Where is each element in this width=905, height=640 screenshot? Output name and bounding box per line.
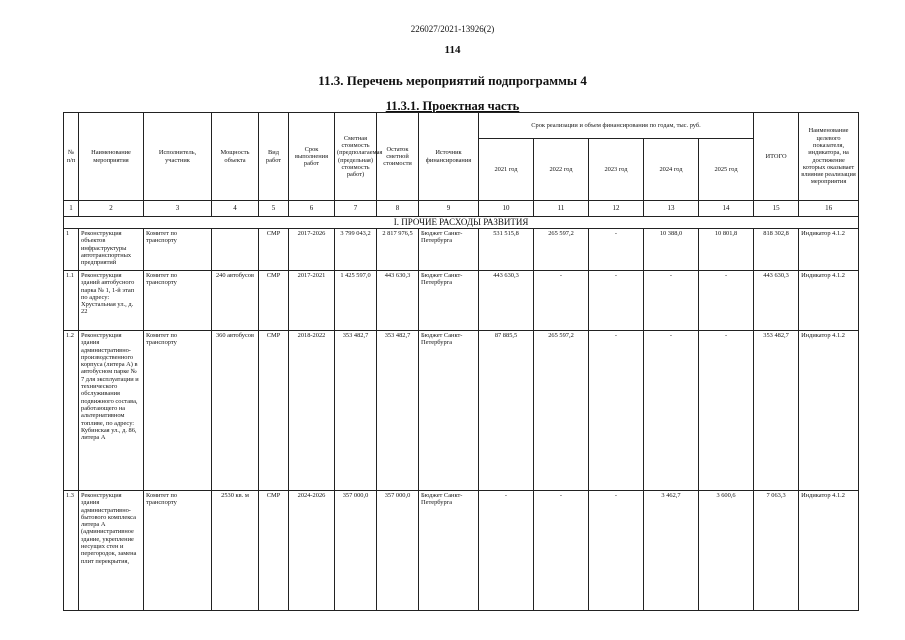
row-2021: -: [479, 491, 534, 611]
row-source: Бюджет Санкт-Петербурга: [419, 271, 479, 331]
row-work: СМР: [259, 491, 289, 611]
header-2025: 2025 год: [699, 139, 754, 201]
table-row: [64, 331, 859, 491]
column-number: 13: [644, 201, 699, 217]
header-total: ИТОГО: [754, 113, 799, 201]
header-remain: Остаток сметной стоимости: [377, 113, 419, 201]
row-term: 2017-2021: [289, 271, 335, 331]
row-power: 2530 кв. м: [212, 491, 259, 611]
column-number: 4: [212, 201, 259, 217]
row-indicator: Индикатор 4.1.2: [799, 229, 859, 271]
row-2023: -: [589, 491, 644, 611]
column-number: 2: [79, 201, 144, 217]
row-2023: -: [589, 271, 644, 331]
column-number-row: [64, 201, 859, 217]
row-2021: 443 630,3: [479, 271, 534, 331]
row-total: 443 630,3: [754, 271, 799, 331]
page-number: 114: [444, 44, 461, 56]
row-remain: 443 630,3: [377, 271, 419, 331]
row-no: 1: [64, 229, 79, 271]
header-source: Источник финансирования: [419, 113, 479, 201]
column-number: 10: [479, 201, 534, 217]
row-no: 1.3: [64, 491, 79, 611]
row-total: 353 482,7: [754, 331, 799, 491]
row-indicator: Индикатор 4.1.2: [799, 271, 859, 331]
header-term: Срок выполнения работ: [289, 113, 335, 201]
row-total: 818 302,8: [754, 229, 799, 271]
row-2024: 3 462,7: [644, 491, 699, 611]
header-cost: Сметная стоимость (предполагаемая (предельная) стоимость работ): [335, 113, 377, 201]
row-2022: -: [534, 491, 589, 611]
row-2024: -: [644, 271, 699, 331]
row-no: 1.1: [64, 271, 79, 331]
header-period: Срок реализации и объем финансирования по годам, тыс. руб.: [479, 113, 754, 139]
row-cost: 3 799 043,2: [335, 229, 377, 271]
row-2021: 531 515,8: [479, 229, 534, 271]
header-indicator: Наименование целевого показателя, индикатора, на достижение которых оказывает влияние реализация мероприятия: [799, 113, 859, 201]
row-2025: -: [699, 271, 754, 331]
row-work: СМР: [259, 271, 289, 331]
row-cost: 1 425 597,0: [335, 271, 377, 331]
row-2022: -: [534, 271, 589, 331]
row-2023: -: [589, 331, 644, 491]
header-name: Наименование мероприятия: [79, 113, 144, 201]
row-name: Реконструкция здания административно-производственного корпуса (литера А) в автобусном парке № 7 для эксплуатации и технического обслуживания подвижного состава, работающего на альтернативном топливе, по адресу: Кубинская ул., д. 86, литера А: [79, 331, 144, 491]
row-executor: Комитет по транспорту: [144, 229, 212, 271]
header-2023: 2023 год: [589, 139, 644, 201]
row-term: 2017-2026: [289, 229, 335, 271]
row-remain: 357 000,0: [377, 491, 419, 611]
row-source: Бюджет Санкт-Петербурга: [419, 491, 479, 611]
document-registration-number: 226027/2021-13926(2): [410, 24, 495, 34]
row-2025: 10 801,8: [699, 229, 754, 271]
header-2021: 2021 год: [479, 139, 534, 201]
row-source: Бюджет Санкт-Петербурга: [419, 229, 479, 271]
column-number: 14: [699, 201, 754, 217]
row-remain: 2 817 976,5: [377, 229, 419, 271]
column-number: 7: [335, 201, 377, 217]
header-executor: Исполнитель, участник: [144, 113, 212, 201]
header-2022: 2022 год: [534, 139, 589, 201]
row-indicator: Индикатор 4.1.2: [799, 491, 859, 611]
row-work: СМР: [259, 229, 289, 271]
row-executor: Комитет по транспорту: [144, 491, 212, 611]
activities-table: [63, 112, 859, 611]
column-number: 8: [377, 201, 419, 217]
row-power: 360 автобусов: [212, 331, 259, 491]
header-2024: 2024 год: [644, 139, 699, 201]
row-source: Бюджет Санкт-Петербурга: [419, 331, 479, 491]
row-name: Реконструкция зданий автобусного парка № 1, 1-й этап по адресу: Хрустальная ул., д. 22: [79, 271, 144, 331]
table-row: [64, 271, 859, 331]
header-no: № п/п: [64, 113, 79, 201]
row-term: 2024-2026: [289, 491, 335, 611]
row-indicator: Индикатор 4.1.2: [799, 331, 859, 491]
row-executor: Комитет по транспорту: [144, 331, 212, 491]
row-cost: 353 482,7: [335, 331, 377, 491]
row-executor: Комитет по транспорту: [144, 271, 212, 331]
section-heading: I. ПРОЧИЕ РАСХОДЫ РАЗВИТИЯ: [64, 217, 859, 229]
column-number: 6: [289, 201, 335, 217]
row-remain: 353 482,7: [377, 331, 419, 491]
row-power: [212, 229, 259, 271]
row-cost: 357 000,0: [335, 491, 377, 611]
row-2025: 3 600,6: [699, 491, 754, 611]
table-row: [64, 491, 859, 611]
row-2024: 10 388,0: [644, 229, 699, 271]
row-term: 2018-2022: [289, 331, 335, 491]
row-2021: 87 885,5: [479, 331, 534, 491]
row-total: 7 063,3: [754, 491, 799, 611]
row-power: 240 автобусов: [212, 271, 259, 331]
row-2022: 265 597,2: [534, 331, 589, 491]
header-work: Вид работ: [259, 113, 289, 201]
column-number: 1: [64, 201, 79, 217]
column-number: 3: [144, 201, 212, 217]
row-name: Реконструкция объектов инфраструктуры автотранспортных предприятий: [79, 229, 144, 271]
row-2023: -: [589, 229, 644, 271]
column-number: 16: [799, 201, 859, 217]
column-number: 12: [589, 201, 644, 217]
header-power: Мощность объекта: [212, 113, 259, 201]
row-name: Реконструкция здания административно-бытового комплекса литера А (административное здание, укрепление несущих стен и перегородок, замена плит перекрытия,: [79, 491, 144, 611]
column-number: 15: [754, 201, 799, 217]
section-title: 11.3. Перечень мероприятий подпрограммы 4: [318, 73, 587, 88]
row-work: СМР: [259, 331, 289, 491]
row-2024: -: [644, 331, 699, 491]
row-2025: -: [699, 331, 754, 491]
subsection-title: 11.3.1. Проектная часть: [385, 99, 520, 113]
table-row: [64, 229, 859, 271]
row-2022: 265 597,2: [534, 229, 589, 271]
column-number: 11: [534, 201, 589, 217]
column-number: 5: [259, 201, 289, 217]
section-row: [64, 217, 859, 229]
column-number: 9: [419, 201, 479, 217]
row-no: 1.2: [64, 331, 79, 491]
